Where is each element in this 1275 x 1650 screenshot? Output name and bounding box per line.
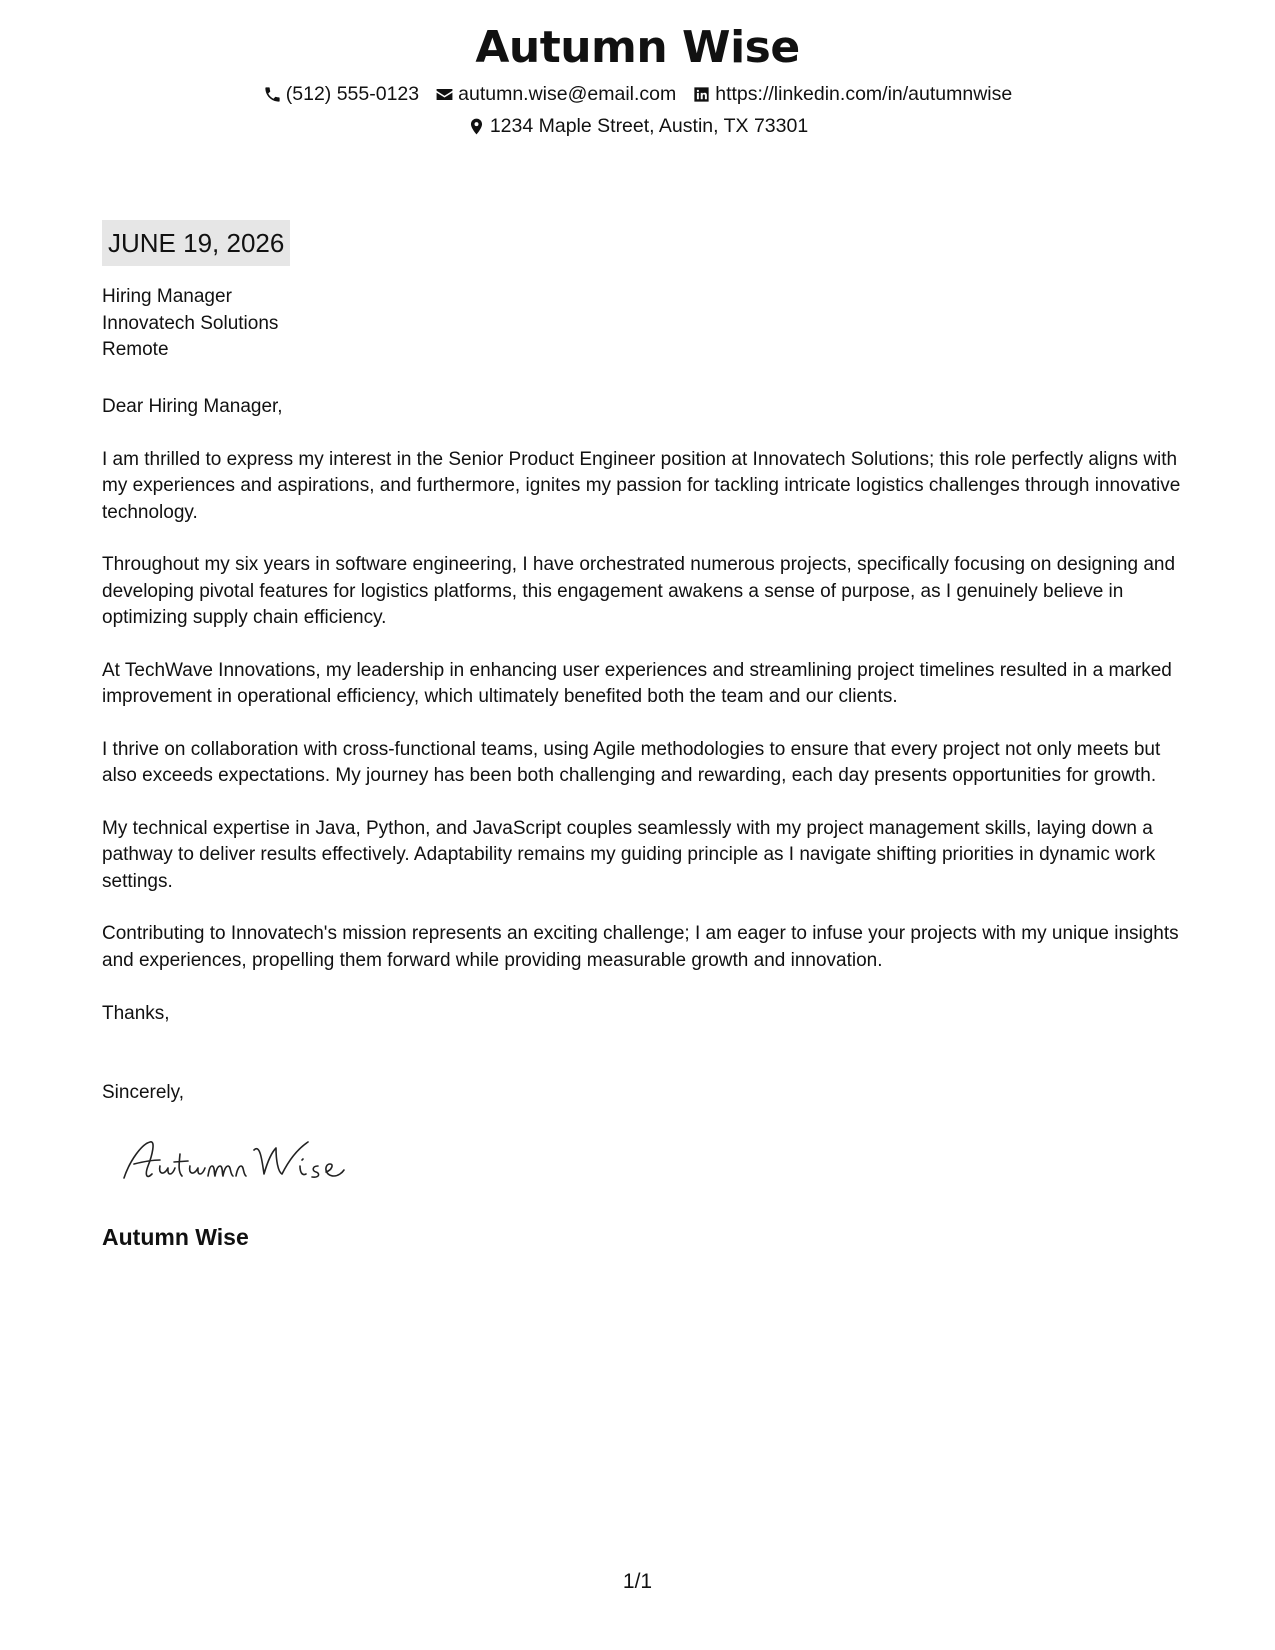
paragraph: I am thrilled to express my interest in the Senior Product Engineer position at Innovatech Solutions; this role perfectly aligns with my experiences and aspirations, and furthermore, ignites my passion for tackling intricate logistics challenges through innovative technology. (102, 448, 1181, 523)
paragraph: At TechWave Innovations, my leadership in enhancing user experiences and streamlining project timelines resulted in a marked improvement in operational efficiency, which ultimately benefited both the team and our clients. (102, 659, 1172, 707)
handwritten-signature (112, 1130, 352, 1190)
linkedin-contact[interactable] (692, 78, 1012, 110)
paragraph: I thrive on collaboration with cross-functional teams, using Agile methodologies to ensure that every project not only meets but also exceeds expectations. My journey has been both challenging and rewarding, each day presents opportunities for growth. (102, 738, 1161, 786)
phone-icon (263, 85, 282, 104)
linkedin-text[interactable]: https://linkedin.com/in/autumnwise (715, 83, 1013, 105)
paragraph: My technical expertise in Java, Python, and JavaScript couples seamlessly with my project management skills, laying down a pathway to deliver results effectively. Adaptability remains my guiding principle as I navigate shifting priorities in dynamic work settings. (102, 817, 1156, 892)
map-pin-icon (467, 117, 486, 136)
email-text[interactable]: autumn.wise@email.com (458, 83, 677, 105)
signed-name: Autumn Wise (102, 1224, 249, 1250)
linkedin-icon (692, 85, 711, 104)
recipient-title: Hiring Manager (102, 286, 232, 307)
applicant-name: Autumn Wise (475, 22, 800, 73)
phone-text: (512) 555-0123 (285, 83, 420, 105)
letter-body (102, 394, 1182, 1000)
address-text: 1234 Maple Street, Austin, TX 73301 (489, 115, 809, 137)
page-number: 1/1 (622, 1570, 653, 1593)
address-line (0, 110, 1275, 142)
phone-contact (263, 78, 419, 110)
paragraph: Contributing to Innovatech's mission represents an exciting challenge; I am eager to infuse your projects with my unique insights and experiences, propelling them forward while providing measurable growth and innovation. (102, 923, 1179, 971)
letter-header (0, 18, 1275, 142)
closing-sincerely: Sincerely, (102, 1082, 185, 1103)
greeting: Dear Hiring Manager, (102, 396, 283, 417)
address-contact (467, 110, 808, 142)
envelope-icon (435, 85, 454, 104)
contact-line (0, 78, 1275, 110)
recipient-block (102, 284, 278, 364)
paragraph: Throughout my six years in software engineering, I have orchestrated numerous projects, specifically focusing on designing and developing pivotal features for logistics platforms, this engagement awakens a sense of purpose, as I genuinely believe in optimizing supply chain efficiency. (102, 554, 1176, 628)
letter-date: JUNE 19, 2026 (102, 220, 290, 266)
recipient-location: Remote (102, 339, 169, 360)
email-contact[interactable] (435, 78, 676, 110)
recipient-company: Innovatech Solutions (102, 312, 279, 334)
closing-thanks: Thanks, (102, 1003, 170, 1024)
